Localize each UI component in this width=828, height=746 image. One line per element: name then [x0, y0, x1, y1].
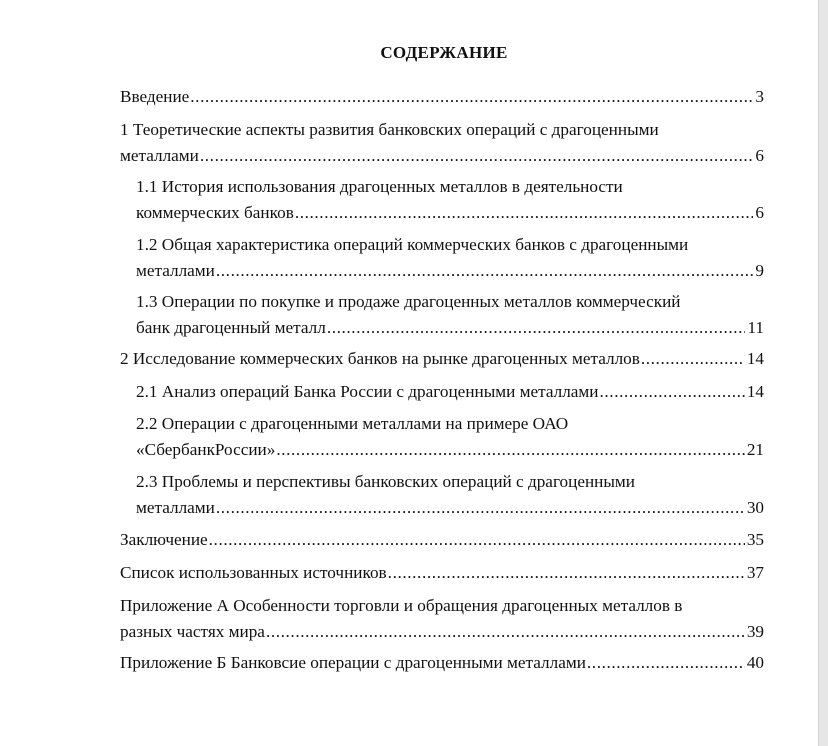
page-number: 35 — [746, 530, 764, 549]
toc-entry — [120, 560, 764, 586]
page-number: 3 — [755, 87, 764, 106]
dot-leader — [326, 315, 746, 341]
toc-entry-leader-line — [136, 200, 764, 226]
toc-entry-leader-line — [120, 143, 764, 169]
dot-leader — [215, 258, 754, 284]
dot-leader — [265, 619, 745, 645]
toc-entry-leader-line — [120, 619, 764, 645]
dot-leader — [189, 84, 753, 110]
page-number: 11 — [747, 318, 764, 337]
toc-entry — [120, 650, 764, 676]
toc-entry — [136, 411, 764, 463]
toc-title: СОДЕРЖАНИЕ — [380, 43, 508, 62]
toc-entry-line: Приложение А Особенности торговли и обращения драгоценных металлов в — [120, 596, 683, 615]
toc-entry-line: 1.2 Общая характеристика операций коммерческих банков с драгоценными — [136, 235, 689, 254]
toc-entry-leader-line — [120, 346, 764, 372]
dot-leader — [586, 650, 745, 676]
toc-entry — [120, 593, 764, 645]
dot-leader — [208, 527, 745, 553]
page-number: 39 — [746, 622, 764, 641]
toc-entry — [136, 289, 764, 341]
toc-entry-text: банк драгоценный металл — [136, 318, 326, 337]
page-number: 6 — [755, 203, 764, 222]
page-number: 14 — [746, 382, 764, 401]
dot-leader — [275, 437, 744, 463]
dot-leader — [599, 379, 745, 405]
toc-entry-line: 2.2 Операции с драгоценными металлами на примере ОАО — [136, 414, 569, 433]
toc-entry — [136, 379, 764, 405]
dot-leader — [215, 495, 745, 521]
toc-entry-line: 1.1 История использования драгоценных металлов в деятельности — [136, 177, 623, 196]
toc-entry-text: «СбербанкРоссии» — [136, 440, 276, 459]
toc-entry-leader-line — [120, 84, 764, 110]
toc-entry — [120, 527, 764, 553]
page-number: 21 — [746, 440, 764, 459]
dot-leader — [199, 143, 754, 169]
toc-entry-text: Введение — [120, 87, 190, 106]
toc-entry — [120, 117, 764, 169]
dot-leader — [640, 346, 745, 372]
dot-leader — [387, 560, 745, 586]
toc-entry-line: 1.3 Операции по покупке и продаже драгоценных металлов коммерческий — [136, 292, 681, 311]
toc-entry-leader-line — [136, 495, 764, 521]
toc-entry — [136, 232, 764, 284]
toc-entry — [120, 84, 764, 110]
toc-entry-text: металлами — [120, 146, 199, 165]
toc-entry-leader-line — [120, 527, 764, 553]
page-number: 37 — [746, 563, 764, 582]
page-number: 40 — [746, 653, 764, 672]
page-number: 9 — [755, 261, 764, 280]
toc-entry-text: разных частях мира — [120, 622, 265, 641]
toc-entry-text: 2 Исследование коммерческих банков на рынке драгоценных металлов — [120, 349, 640, 368]
page-number: 30 — [746, 498, 764, 517]
toc-entry-text: коммерческих банков — [136, 203, 294, 222]
toc-entry — [136, 174, 764, 226]
page-number: 6 — [755, 146, 764, 165]
toc-entry-line: 1 Теоретические аспекты развития банковских операций с драгоценными — [120, 120, 659, 139]
toc-entry-text: Приложение Б Банковсие операции с драгоценными металлами — [120, 653, 586, 672]
toc-entry-leader-line — [120, 560, 764, 586]
toc-entry-line: 2.3 Проблемы и перспективы банковских операций с драгоценными — [136, 472, 635, 491]
toc-entry-leader-line — [136, 315, 764, 341]
toc-entry — [120, 346, 764, 372]
page-edge — [818, 0, 828, 746]
toc-entry-text: металлами — [136, 498, 215, 517]
dot-leader — [294, 200, 754, 226]
toc-entry-text: металлами — [136, 261, 215, 280]
toc-entry-leader-line — [136, 379, 764, 405]
toc-entry-leader-line — [136, 258, 764, 284]
toc-entry-leader-line — [120, 650, 764, 676]
toc-entry — [136, 469, 764, 521]
toc-entry-leader-line — [136, 437, 764, 463]
toc-entry-text: Список использованных источников — [120, 563, 387, 582]
toc-entry-text: 2.1 Анализ операций Банка России с драгоценными металлами — [136, 382, 599, 401]
toc-entry-text: Заключение — [120, 530, 208, 549]
page-number: 14 — [746, 349, 764, 368]
